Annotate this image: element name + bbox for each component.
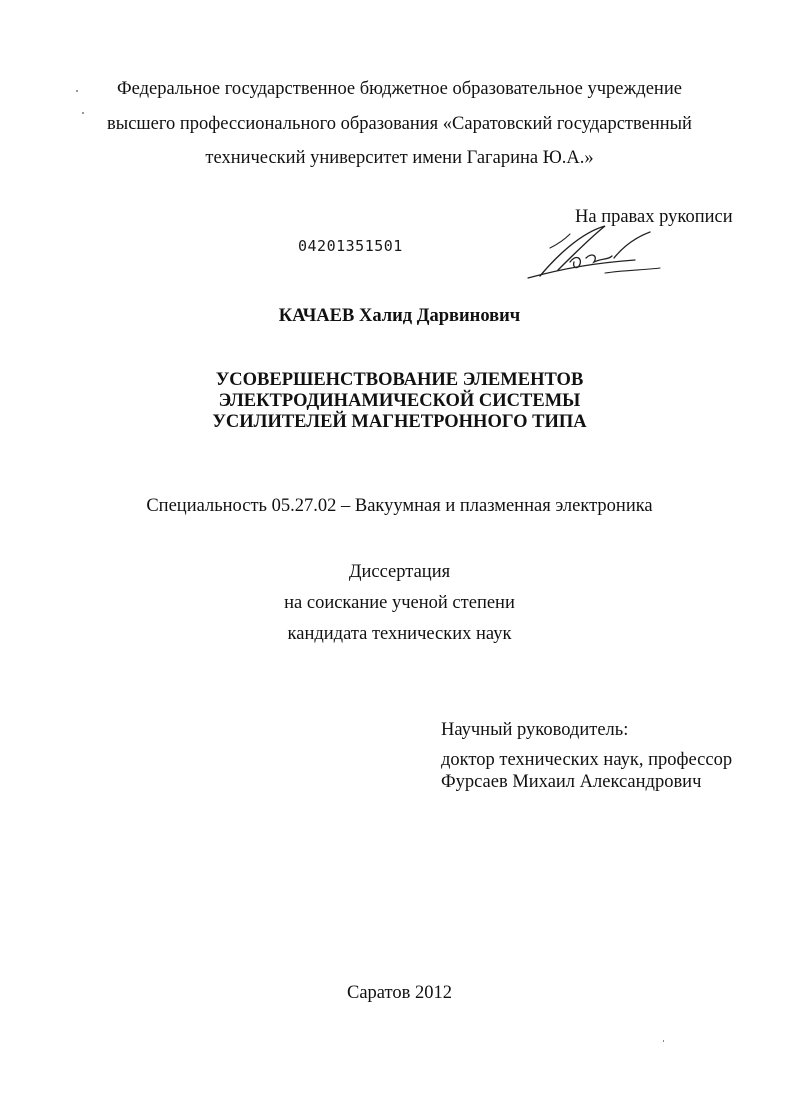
signature-icon — [510, 218, 670, 288]
author-name: КАЧАЕВ Халид Дарвинович — [278, 306, 521, 326]
thesis-title-line-1: УСОВЕРШЕНСТВОВАНИЕ ЭЛЕМЕНТОВ — [215, 370, 584, 390]
thesis-title-line-2: ЭЛЕКТРОДИНАМИЧЕСКОЙ СИСТЕМЫ — [218, 391, 581, 411]
specialty-line: Специальность 05.27.02 – Вакуумная и плазменная электроника — [146, 496, 653, 516]
archive-number-stamp: 04201351501 — [298, 237, 403, 255]
scan-speck — [663, 1040, 664, 1042]
institution-line-1: Федеральное государственное бюджетное образовательное учреждение — [117, 79, 682, 99]
thesis-title-line-3: УСИЛИТЕЛЕЙ МАГНЕТРОННОГО ТИПА — [212, 412, 587, 432]
supervisor-heading: Научный руководитель: — [441, 720, 629, 740]
degree-line-1: Диссертация — [348, 562, 451, 582]
supervisor-name: Фурсаев Михаил Александрович — [441, 772, 702, 792]
manuscript-note: На правах рукописи — [575, 207, 733, 227]
institution-line-2: высшего профессионального образования «Саратовский государственный — [107, 114, 692, 134]
degree-line-2: на соискание ученой степени — [284, 593, 515, 613]
city-year: Саратов 2012 — [347, 983, 452, 1003]
degree-line-3: кандидата технических наук — [287, 624, 512, 644]
institution-line-3: технический университет имени Гагарина Ю.А.» — [205, 148, 594, 168]
supervisor-credentials: доктор технических наук, профессор — [441, 750, 733, 770]
